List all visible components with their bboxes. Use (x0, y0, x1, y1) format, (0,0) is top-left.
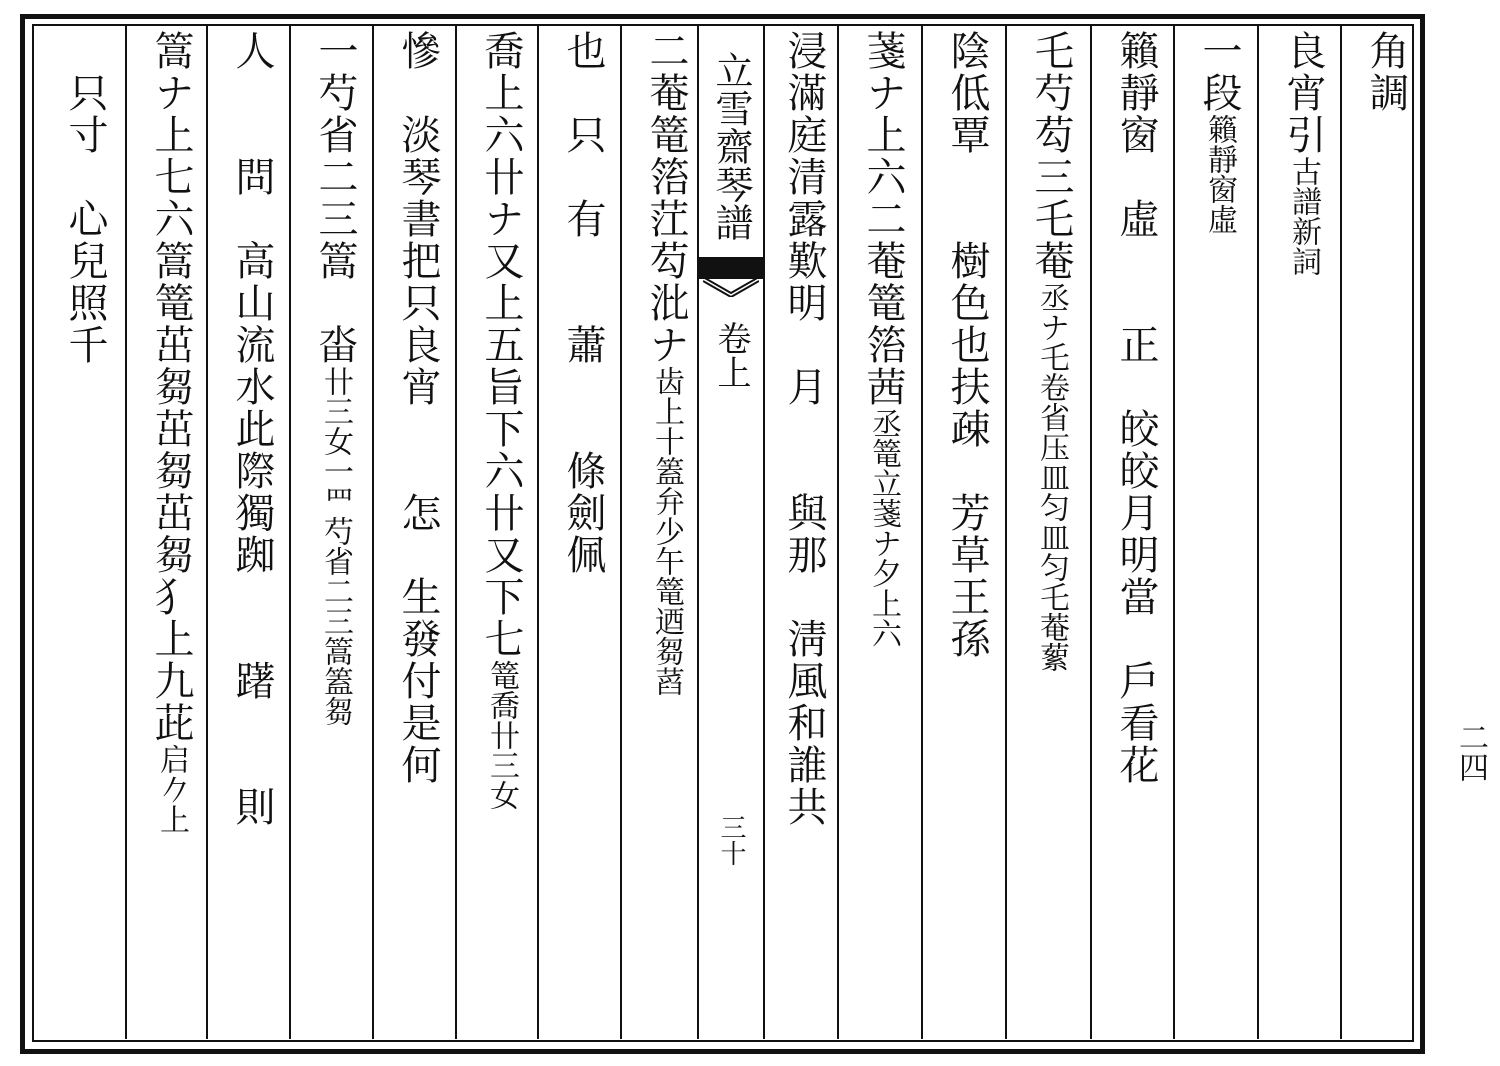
column-main-text: 篙ナ上七六篙篭茁芻茁芻茁芻犭上九茈 (148, 30, 194, 744)
column-main-text: 只寸 心兒照千 (62, 30, 108, 366)
column-main-text: 一段 (1196, 30, 1242, 114)
text-column (1345, 30, 1427, 1030)
book-title: 立雪齋琴譜 (709, 51, 753, 241)
column-main-text: 浸滿庭清露歎明 月 與那 淸風和誰共 (781, 30, 827, 828)
column-main-text: 籟靜窗 虛 正 皎皎月明當 戶看花 (1113, 30, 1159, 786)
leaf-number: 三十 (716, 814, 746, 866)
column-main-text: 良宵引 (1280, 30, 1326, 156)
column-main-text: 人 問 高山流水此際獨踟 躇 則 (229, 30, 275, 828)
text-column (1178, 30, 1260, 1030)
text-column (772, 30, 836, 1030)
column-main-text: 角調 (1363, 30, 1409, 114)
column-main-text: 慘 淡琴書把只良宵 怎 生發付是何 (395, 30, 441, 786)
column-note-text: 籟靜窗虛 (1202, 114, 1237, 234)
column-main-text: 菚ナ上六二菴篭箈茜 (860, 30, 906, 408)
column-note-text: 启𠂊上 (154, 744, 189, 834)
column-main-text: 乇芍芶三乇菴 (1028, 30, 1074, 282)
page-number: 二四 (1453, 722, 1488, 782)
fish-tail-icon (703, 277, 759, 297)
column-note-text: 古譜新詞 (1286, 156, 1321, 276)
column-main-text: 陰低覃 樹色也扶疎 芳草王孫 (944, 30, 990, 660)
text-column (1262, 30, 1344, 1030)
text-column (1010, 30, 1092, 1030)
text-column (211, 30, 293, 1030)
column-main-text: 二菴篭箈茳芶沘ナ (643, 30, 689, 366)
volume-label: 卷上 (711, 321, 751, 389)
column-note-text: 卄三女一罒芍省二三篙篕芻 (318, 366, 353, 726)
column-main-text: 也 只 有 蕭 條劍佩 (560, 30, 606, 576)
text-column (294, 30, 376, 1030)
text-column (625, 30, 707, 1030)
text-column (44, 30, 126, 1030)
column-note-text: 齿上十篕弁少午篭迺芻蓞 (649, 366, 684, 696)
text-column (1095, 30, 1177, 1030)
text-column (542, 30, 624, 1030)
text-column (377, 30, 459, 1030)
text-column (842, 30, 924, 1030)
column-main-text: 一芍省二三篙 畓 (312, 30, 358, 366)
column-rule (837, 25, 839, 1039)
column-note-text: 丞ナ乇卷省压皿匀皿匀乇菴蕠 (1034, 282, 1069, 672)
text-column (130, 30, 212, 1030)
column-main-text: 喬上六卄ナ又上五旨下六卄又下七 (478, 30, 524, 660)
text-column (460, 30, 542, 1030)
black-mouth-bar (699, 257, 763, 279)
center-margin-strip (697, 25, 765, 1039)
column-note-text: 丞篭立菚ナ夕上六 (866, 408, 901, 648)
column-note-text: 篭喬卄三女 (484, 660, 519, 810)
text-column (926, 30, 1008, 1030)
